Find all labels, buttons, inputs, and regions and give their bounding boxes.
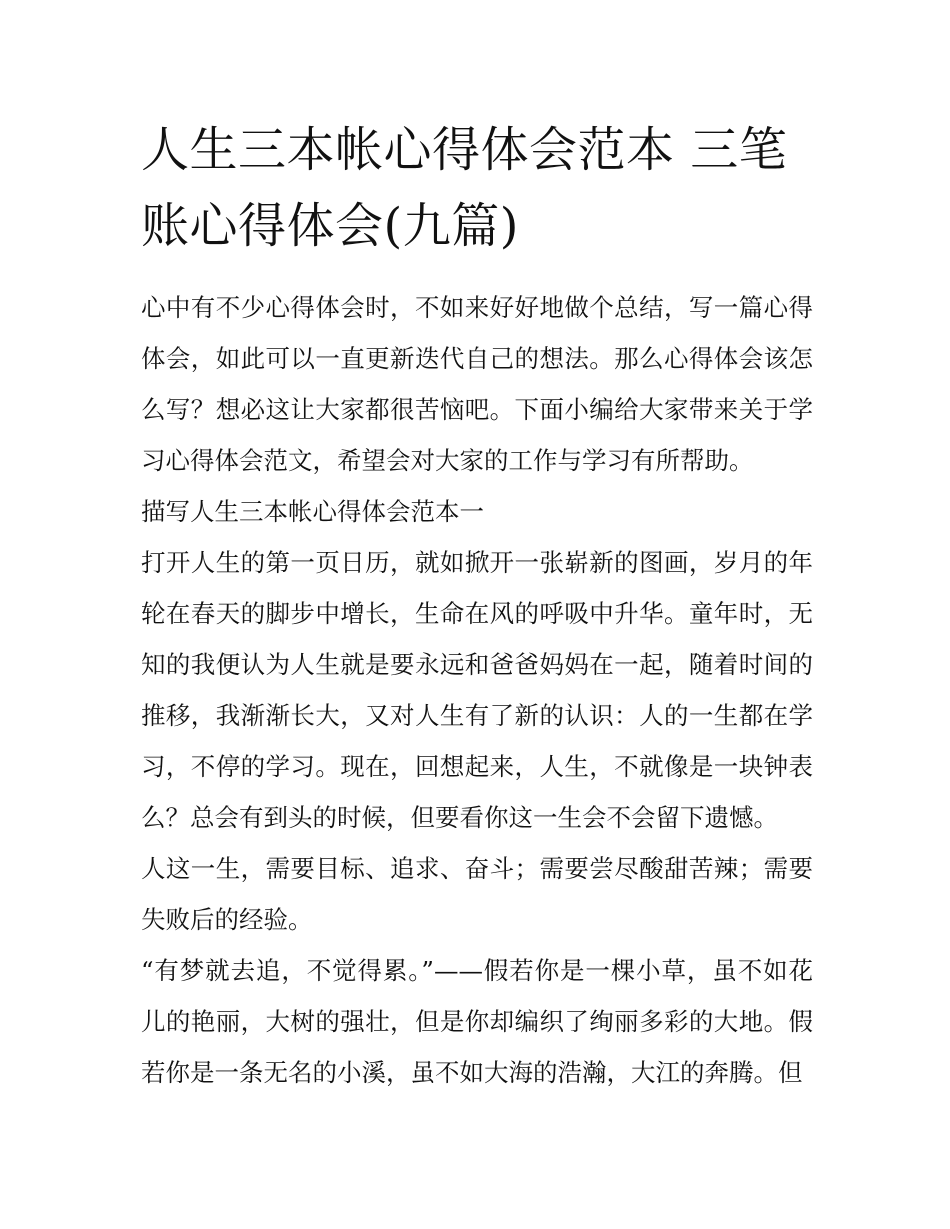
section-heading: 描写人生三本帐心得体会范本一 bbox=[141, 497, 484, 526]
intro-paragraph: 心中有不少心得体会时，不如来好好地做个总结，写一篇心得体会，如此可以一直更新迭代自己的想法。那么心得体会该怎么写？想必这让大家都很苦恼吧。下面小编给大家带来关于学习心得体会范文，希望会对大家的工作与学习有所帮助。 bbox=[141, 293, 813, 475]
body-paragraph: 打开人生的第一页日历，就如掀开一张崭新的图画，岁月的年轮在春天的脚步中增长，生命在风的呼吸中升华。童年时，无知的我便认为人生就是要永远和爸爸妈妈在一起，随着时间的推移，我渐渐长大，又对人生有了新的认识：人的一生都在学习，不停的学习。现在，回想起来，人生，不就像是一块钟表么？总会有到头的时候，但要看你这一生会不会留下遗憾。 bbox=[141, 548, 813, 832]
document-page bbox=[141, 112, 813, 1098]
body-paragraph: “有梦就去追，不觉得累。”——假若你是一棵小草，虽不如花儿的艳丽，大树的强壮，但是你却编织了绚丽多彩的大地。假若你是一条无名的小溪，虽不如大海的浩瀚，大江的奔腾。但 bbox=[141, 956, 813, 1087]
body-paragraph: 人这一生，需要目标、追求、奋斗；需要尝尽酸甜苦辣；需要失败后的经验。 bbox=[141, 854, 813, 934]
document-title: 人生三本帐心得体会范本 三笔账心得体会(九篇) bbox=[141, 122, 788, 254]
document-body bbox=[141, 282, 813, 1098]
